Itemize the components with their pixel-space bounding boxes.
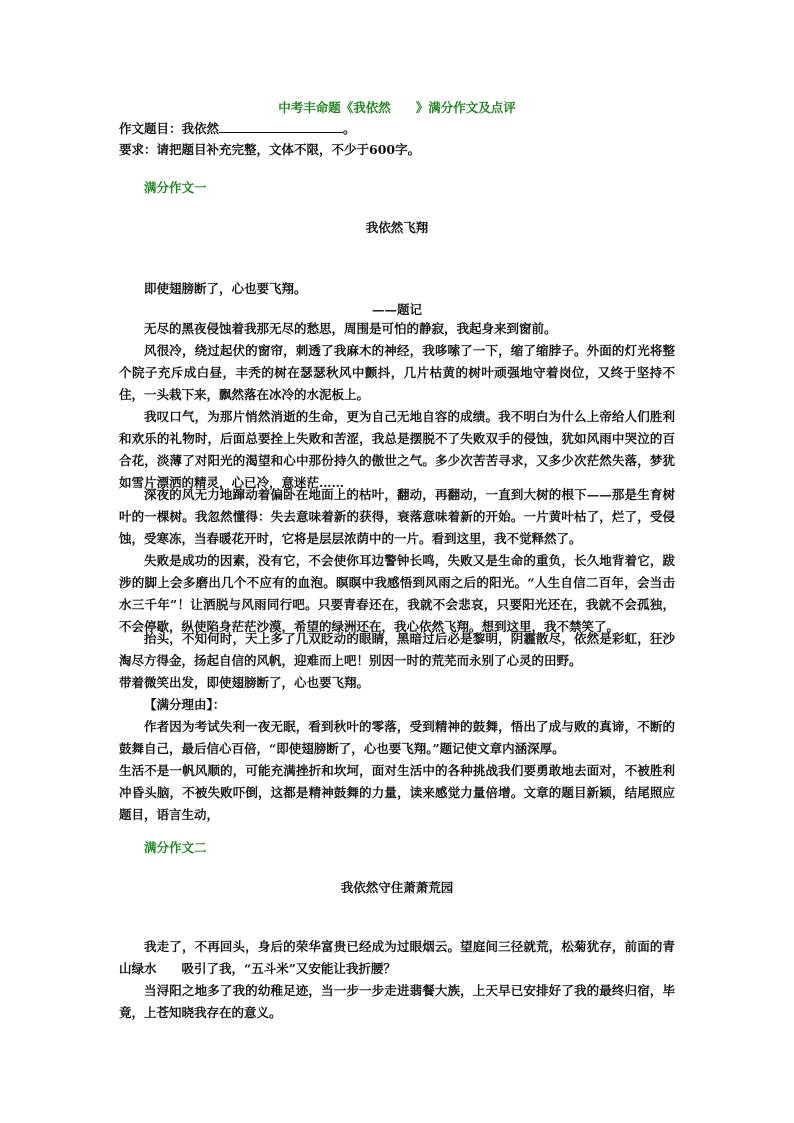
essay1-heading: 满分作文一 (144, 180, 207, 195)
prompt-label: 作文题目：我依然 (119, 121, 220, 136)
essay2-heading: 满分作文二 (144, 840, 207, 855)
document-title: 中考丰命题《我依然 》满分作文及点评 (278, 100, 516, 115)
essay1-title: 我依然飞翔 (365, 220, 429, 235)
essay1-paragraph: 无尽的黑夜侵蚀着我那无尽的愁思，周围是可怕的静寂，我起身来到窗前。 (144, 321, 557, 336)
essay2-paragraph: 当浔阳之地多了我的幼稚足迹，当一步一步走进翡餐大族，上天早已安排好了我的最终归宿，毕竟，上苍知晓我存在的意义。 (119, 983, 675, 1020)
essay1-reason-paragraph: 生活不是一帆风顺的，可能充满挫折和坎坷，面对生活中的各种挑战我们要勇敢地去面对，不被胜利冲昏头脑，不被失败吓倒，这都是精神鼓舞的力量，读来感觉力量倍增。文章的题目新颖，结尾照应题目，语言生动， (119, 763, 675, 822)
essay1-epigraph-source: ——题记 (371, 302, 422, 317)
essay1-epigraph: 即使翅膀断了，心也要飞翔。 (144, 281, 307, 296)
essay1-reason-label: 【满分理由】： (144, 697, 226, 712)
essay1-paragraph: 失败是成功的因素，没有它，不会使你耳边警钟长鸣，失败又是生命的重负，长久地背着它，跋涉的脚上会多磨出几个不应有的血泡。瞑瞑中我感悟到风雨之后的阳光。“人生自信二百年，会当击水三千年”！让洒脱与风雨同行吧。只要青春还在，我就不会悲哀，只要阳光还在，我就不会孤独，不会停歇，纵使陷身茫茫沙漠，希望的绿洲还在，我心依然飞翔。想到这里，我不禁笑了。 (119, 553, 675, 634)
prompt-blank-line (219, 120, 343, 133)
essay2-title: 我依然守住萧萧荒园 (340, 880, 454, 895)
essay1-paragraph: 我叹口气，为那片悄然消逝的生命，更为自己无地自容的成绩。我不明白为什么上帝给人们胜利和欢乐的礼物时，后面总要拴上失败和苦涩，我总是摆脱不了失败双手的侵蚀，犹如风雨中哭泣的百合花，淡薄了对阳光的渴望和心中那份持久的傲世之气。多少次苦苦寻求，又多少次茫然失落，梦犹如雪片漂洒的精灵，心已冷，意迷茫…… (119, 409, 675, 490)
prompt-end: 。 (343, 121, 356, 136)
essay1-closing: 带着微笑出发，即使翅膀断了，心也要飞翔。 (119, 675, 370, 690)
essay1-paragraph: 深夜的风无力地蹿动着偏卧在地面上的枯叶，翻动，再翻动，一直到大树的根下——那是生育树叶的一棵树。我忽然懂得：失去意味着新的获得，衰落意味着新的开始。一片黄叶枯了，烂了，受侵蚀，受寒冻，当春暖花开时，它将是层层浓荫中的一片。看到这里，我不觉释然了。 (119, 487, 675, 546)
essay1-paragraph: 风很冷，绕过起伏的窗帘，刺透了我麻木的神经，我哆嗦了一下，缩了缩脖子。外面的灯光将整个院子充斥成白昼，丰秃的树在瑟瑟秋风中颤抖，几片枯黄的树叶顽强地守着岗位，又终于坚持不住，一头栽下来，飘然落在冰冷的水泥板上。 (119, 343, 675, 402)
requirement-text: 要求：请把题目补充完整，文体不限，不少于600字。 (119, 142, 421, 157)
essay-prompt (119, 120, 356, 137)
essay2-paragraph: 我走了，不再回头，身后的荣华富贵已经成为过眼烟云。望庭间三径就荒，松菊犹存，前面的青山绿水 吸引了我，“五斗米”又安能让我折腰？ (119, 939, 675, 976)
essay1-paragraph: 抬头，不知何时，天上多了几双眨动的眼睛，黑暗过后必是黎明，阴霾散尽，依然是彩虹，狂沙淘尽方得金，扬起自信的风帆，迎难而上吧！别因一时的荒芜而永别了心灵的田野。 (119, 631, 675, 668)
essay1-reason-paragraph: 作者因为考试失利一夜无眠，看到秋叶的零落，受到精神的鼓舞，悟出了成与败的真谛，不断的鼓舞自己，最后信心百倍，“即使翅膀断了，心也要飞翔。”题记使文章内涵深厚。 (119, 719, 675, 756)
